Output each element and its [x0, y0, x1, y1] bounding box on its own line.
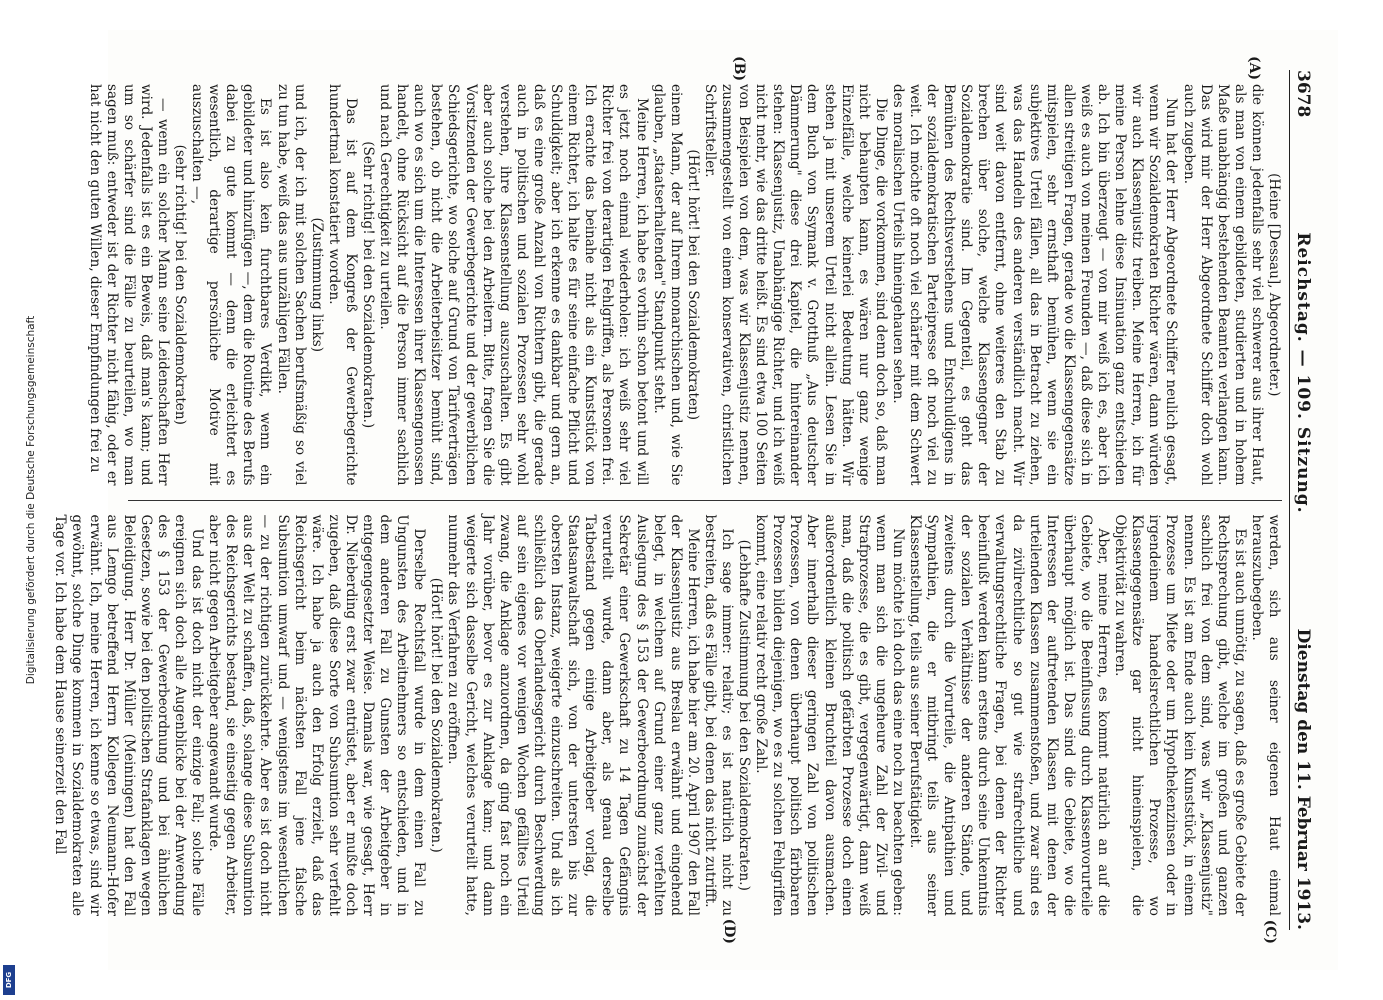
paragraph: Meine Herren, ich habe hier am 20. April 1907 den Fall der Klassenjustiz aus Breslau erwähnt und eingehend belegt, in welchem auf Grund einer ganz verfehlten Auslegung des § 153 der Gewerbeordnung zunächst der Sekretär einer Gewerkschaft zu 14 Tagen Gefängnis verurteilt wurde, dann aber, als genau derselbe Tatbestand gegen einige Arbeitgeber vorlag, die Staatsanwaltschaft sich, von der untersten bis zur obersten Instanz, weigerte einzuschreiten. Und als ich schließlich das Oberlandesgericht durch Beschwerdung auf sein eigenes vor wenigen Wochen gefälltes Urteil zwang, die Anklage anzuordnen, da ging fast noch ein Jahr vorüber, bevor es zur Anklage kam; und dann weigerte sich dasselbe Gericht, welches verurteilt hatte, nunmehr das Verfahren zu eröffnen.	[445, 514, 701, 916]
digitization-credit-text: Digitalisierung gefördert durch die Deutsche Forschungsgemeinschaft	[25, 315, 37, 685]
interjection: (Sehr richtig! bei den Sozialdemokraten.)	[359, 141, 376, 429]
paragraph: Und das ist doch nicht der einzige Fall; solche Fälle ereignen sich doch alle Augenblicke bei der Anwendung des § 153 der Gewerbeordnung und bei ähnlichen Gesetzen, sowie bei den politischen Strafanklagen wegen Beleidigung. Herr Dr. Müller (Meiningen) hat den Fall aus Lemgo betreffend Herrn Kollegen Neumann-Hofer erwähnt. Ich, meine Herren, ich kenne so etwas, sind wir gewöhnt, solche Dinge kommen in Sozialdemokraten alle Tage vor. Ich habe dem Hause seinerzeit den Fall	[51, 514, 205, 916]
paragraph: Meine Herren, ich habe es vorhin schon betont und will es jetzt noch einmal wiederholen: ich weiß sehr viel Richter frei von derartigen Fehlgriffen, als Personen frei. Ich erachte das beinahe nicht als ein Kunststück von einem Richter, ich halte es für seine einfache Pflicht und Schuldigkeit; aber ich erkenne es dankbar und gern an, daß es eine große Anzahl von Richtern gibt, die gerade auch in politischen und sozialen Prozessen sehr wohl verstehen, ihre Klassenstellung auszuschalten. Es gibt aber auch solche bei den Arbeitern. Bitte, fragen Sie die Vorsitzenden der Gewerbegerichte und der gewerblichen Schiedsgerichte, wo solche auf Grund von Tarifverträgen bestehen, ob nicht die Arbeiterbeisitzer bemüht sind, auch wo es sich um die Interessen ihrer Klassengenossen handelt, ohne Rücksicht auf die Person immer sachlich und nach Gerechtigkeit zu urteilen.	[376, 84, 650, 486]
paragraph: Derselbe Rechtsfall wurde in dem einen Fall zu Ungunsten des Arbeitnehmers so entschieden, und in dem anderen Fall zu Gunsten der Arbeitgeber in entgegengesetzter Weise. Damals war, wie gesagt, Herr Dr. Nieberding erst zwar entrüstet, aber er mußte doch zugeben, daß diese Sorte von Subsumtion sehr verfehlt wäre. Ich habe ja auch den Erfolg erzielt, daß das Reichsgericht beim nächsten Fall jene falsche Subsumtion umwarf und — wenigstens im wesentlichen — zu der richtigen zurückkehrte. Aber es ist doch nicht aus der Welt zu schaffen, daß, solange diese Subsumtion des Reichsgerichts bestand, sie einseitig gegen Arbeiter, aber nicht gegen Arbeitgeber angewandt wurde.	[205, 514, 427, 916]
paragraph: und ich, der ich mit solchen Sachen berufsmäßig so viel zu tun habe, weiß das aus unzähligen Fällen.	[274, 84, 308, 486]
paragraph: Das ist auf dem Kongreß der Gewerbegerichte hundertmal konstatiert worden.	[325, 84, 359, 486]
dfg-logo-icon	[3, 965, 15, 995]
dfg-logo-text: DFG	[5, 971, 13, 989]
paragraph: werden, sich aus seiner eigenen Haut einmal herauszubegeben.	[1248, 514, 1282, 916]
paragraph: Die Dinge, die vorkommen, sind denn doch so, daß man nicht behaupten kann, es wären nur ganz wenige Einzelfälle, welche keinerlei Bedeutung hätten. Wir stehen ja mit unserem Urteil nicht allein. Lesen Sie in dem Buch von Ssymank v. Grotthuß „Aus deutscher Dämmerung" diese drei Kapitel, die hintereinander stehen: Klassenjustiz, Unabhängige Richter, und ich weiß nicht mehr, wie das dritte heißt. Es sind etwa 100 Seiten von Beispielen von dem, was wir Klassenjustiz nennen, zusammengestellt von einem konservativen, christlichen Schriftsteller.	[701, 84, 889, 486]
paragraph: Nun möchte ich doch das eine noch zu beachten geben: wenn man sich die ungeheure Zahl der Zivil- und Strafprozesse, die es gibt, vergegenwärtigt, dann weiß man, daß die politisch gefärbten Prozesse doch einen außerordentlich kleinen Bruchteil davon ausmachen. Aber innerhalb dieser geringen Zahl von politischen Prozessen, von denen überhaupt politisch färbbaren Prozessen bilden diejenigen, wo es zu solchen Fehlgriffen kommt, eine relativ recht große Zahl.	[752, 514, 906, 916]
margin-letter-d: (D)	[720, 918, 737, 944]
scanned-page-area	[51, 0, 1383, 1000]
scanned-page	[51, 30, 1338, 970]
text-columns	[51, 56, 1282, 944]
paragraph: Ich sage immer: relativ; es ist natürlich nicht zu bestreiten, daß es Fälle gibt, bei denen das nicht zutrifft.	[701, 514, 735, 916]
interjection: (Lebhafte Zustimmung bei den Sozialdemokraten.)	[735, 539, 752, 891]
margin-letter-a: (A)	[1245, 56, 1262, 81]
paragraph: Nun hat der Herr Abgeordnete Schiffer neulich gesagt, wenn wir Sozialdemokraten Richter wären, dann würden wir auch Klassenjustiz treiben. Meine Herren, ich für meine Person lehne diese Insinuation ganz entschieden ab. Ich bin überzeugt — von mir weiß ich es, aber ich weiß es auch von meinen Freunden —, daß diese sich in allen streitigen Fragen, gerade wo die Klassengegensätze mitspielen, sehr ernsthaft bemühen, wenn sie ein subjektives Urteil fällen, all das in Betracht zu ziehen, was das Handeln des anderen verständlich macht. Wir sind weit davon entfernt, ohne weiteres den Stab zu brechen über solche, welche Klassengegner der Sozialdemokratie sind. Im Gegenteil, es geht das Bemühen des Rechtsverstehens und Entschuldigens in der sozialdemokratischen Parteipresse oft noch viel zu weit. Ich möchte oft noch viel schärfer mit dem Schwert des moralischen Urteils hineingehauen sehen.	[889, 84, 1179, 486]
interjection: (Hört! hört! bei den Sozialdemokraten.)	[427, 577, 444, 853]
paragraph: die können jedenfalls sehr viel schwerer aus ihrer Haut, als man von einem gebildeten, studierten und in hohem Maße unabhängig bestehenden Beamten verlangen kann. Das wird mir der Herr Abgeordnete Schiffer doch wohl auch zugeben.	[1180, 84, 1265, 486]
running-title: Reichstag. — 109. Sitzung.	[1292, 232, 1313, 514]
session-date: Dienstag den 11. Februar 1913.	[1292, 628, 1313, 930]
paragraph: — wenn ein solcher Mann seine Leidenschaften Herr wird. Jedenfalls ist es ein Beweis, daß man's kann; und um so schärfer sind die Fälle zu beurteilen, wo man sagen muß: entweder ist der Richter nicht fähig, oder er hat nicht den guten Willen, dieser Empfindungen frei zu	[86, 84, 171, 486]
paragraph: Es ist auch unnötig, zu sagen, daß es große Gebiete der Rechtsprechung gibt, welche im großen und ganzen sachlich frei von dem sind, was wir „Klassenjustiz" nennen. Es ist am Ende auch kein Kunststück, in einem Prozesse um Miete oder um Hypothekenzinsen oder in irgendeinem handelsrechtlichen Prozesse, wo Klassengegensätze gar nicht hineinspielen, die Objektivität zu wahren.	[1111, 514, 1248, 916]
interjection: (Zustimmung links)	[308, 217, 325, 353]
right-column	[51, 501, 1282, 944]
margin-letter-c: (C)	[1261, 919, 1278, 944]
interjection: (Hört! hört! bei den Sozialdemokraten)	[684, 149, 701, 421]
page-header	[1289, 70, 1320, 930]
paragraph: Es ist also kein furchtbares Verdikt, wenn ein gebildeter und hinzufügen —, dem die Routine des Berufs dabei zu gute kommt — denn die erleichtert es wesentlich, derartige persönliche Motive mit auszuschalten —,	[188, 84, 273, 486]
page-number: 3678	[1292, 70, 1313, 118]
paragraph: einem Mann, der auf Ihrem monarchischen und, wie Sie glauben, „staatserhaltenden" Standpunkt steht.	[650, 84, 684, 486]
left-column	[86, 56, 1282, 500]
margin-letter-b: (B)	[730, 56, 747, 82]
speaker-line: (Heine [Dessau], Abgeordneter.)	[1265, 173, 1282, 397]
paragraph: Aber, meine Herren, es kommt natürlich an auf die Gebiete, wo die Beeinflussung durch Klassenvorurteile überhaupt möglich ist. Das sind die Gebiete, wo die Interessen der auftretenden Klassen mit denen der urteilenden Klassen zusammenstoßen, und zwar sind es da zivilrechtliche so gut wie strafrechtliche und verwaltungsrechtliche Fragen, bei denen der Richter beeinflußt werden kann erstens durch seine Unkenntnis der sozialen Verhältnisse der anderen Stände, und zweitens durch die Vorurteile, die Antipathien und Sympathien, die er mitbringt teils aus seiner Klassenstellung, teils aus seiner Berufstätigkeit.	[906, 514, 1111, 916]
interjection: (sehr richtig! bei den Sozialdemokraten)	[171, 144, 188, 425]
